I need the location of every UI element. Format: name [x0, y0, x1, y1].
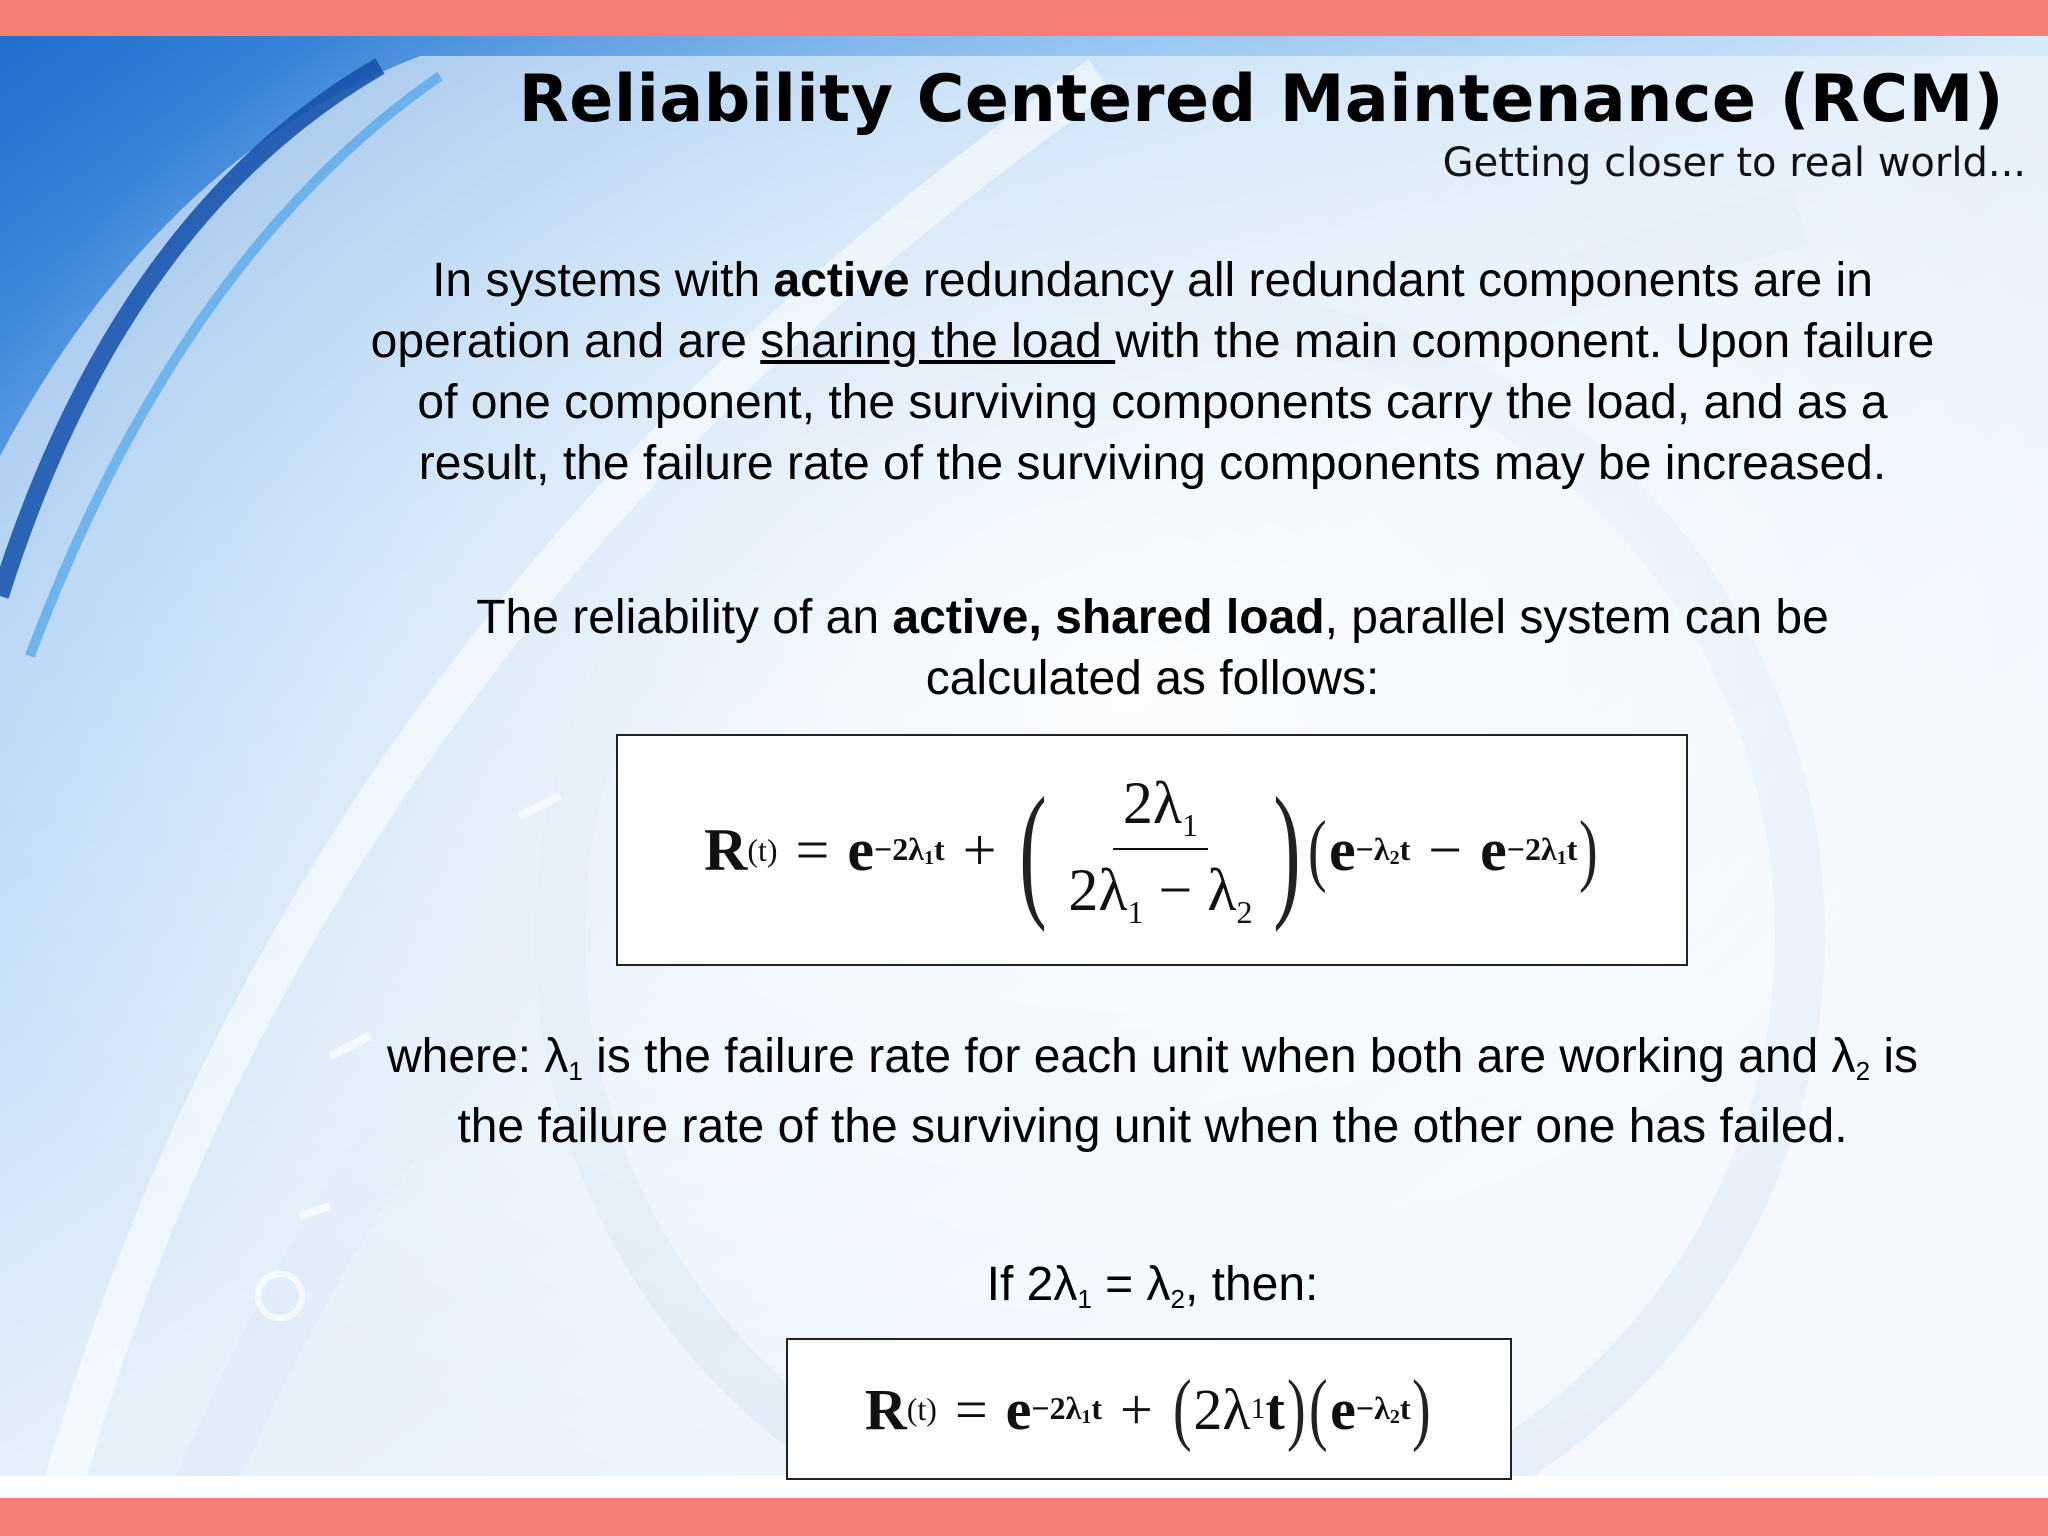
paragraph-shared-load: The reliability of an active, shared load, parallel system can be calculated as follows: [476, 591, 1829, 705]
slide-title: Reliability Centered Maintenance (RCM) [518, 62, 2004, 137]
right-paren-small: ) [1579, 806, 1599, 894]
slide-subtitle: Getting closer to real world... [1442, 140, 2026, 186]
right-paren: ) [1273, 767, 1302, 933]
left-paren: ( [1019, 767, 1048, 933]
paragraph-where-definitions: where: $\lambda_1$ is the failure rate for each unit when both are working and $\lambda_2$ is the failure rate of the surviving unit when the other one has failed. [386, 1030, 1919, 1153]
left-paren-small: ( [1172, 1365, 1192, 1453]
top-accent-bar [0, 0, 2048, 36]
right-paren-small: ) [1286, 1365, 1306, 1453]
left-paren-small: ( [1309, 1365, 1329, 1453]
bottom-accent-bar [0, 1498, 2048, 1536]
formula-shared-load-reliability: R (t) = e $-2\lambda_1t$ + ( $\frac{2\lambda_1}{2\lambda_1 - \lambda_2}$ ) ( e $-\lambda_2t$ − e $-2\lambda_1t$ ) [616, 734, 1688, 966]
formula-special-case: R (t) = e $-2\lambda_1t$ + ( 2λ 1 t ) ( e $-\lambda_2t$ ) [786, 1338, 1512, 1480]
left-paren-small: ( [1308, 806, 1328, 894]
paragraph-active-redundancy: In systems with active redundancy all redundant components are in operation and are sharing the load with the main component. Upon failure of one component, the surviving components carry the load, and as a result, the failure rate of the surviving components may be increased. [370, 254, 1935, 490]
paragraph-if-condition: If $2\lambda_1 = \lambda_2$, then: [986, 1258, 1319, 1314]
right-paren-small: ) [1412, 1365, 1432, 1453]
fraction: $\frac{2\lambda_1}{2\lambda_1 - \lambda_2}$ [1068, 770, 1253, 930]
